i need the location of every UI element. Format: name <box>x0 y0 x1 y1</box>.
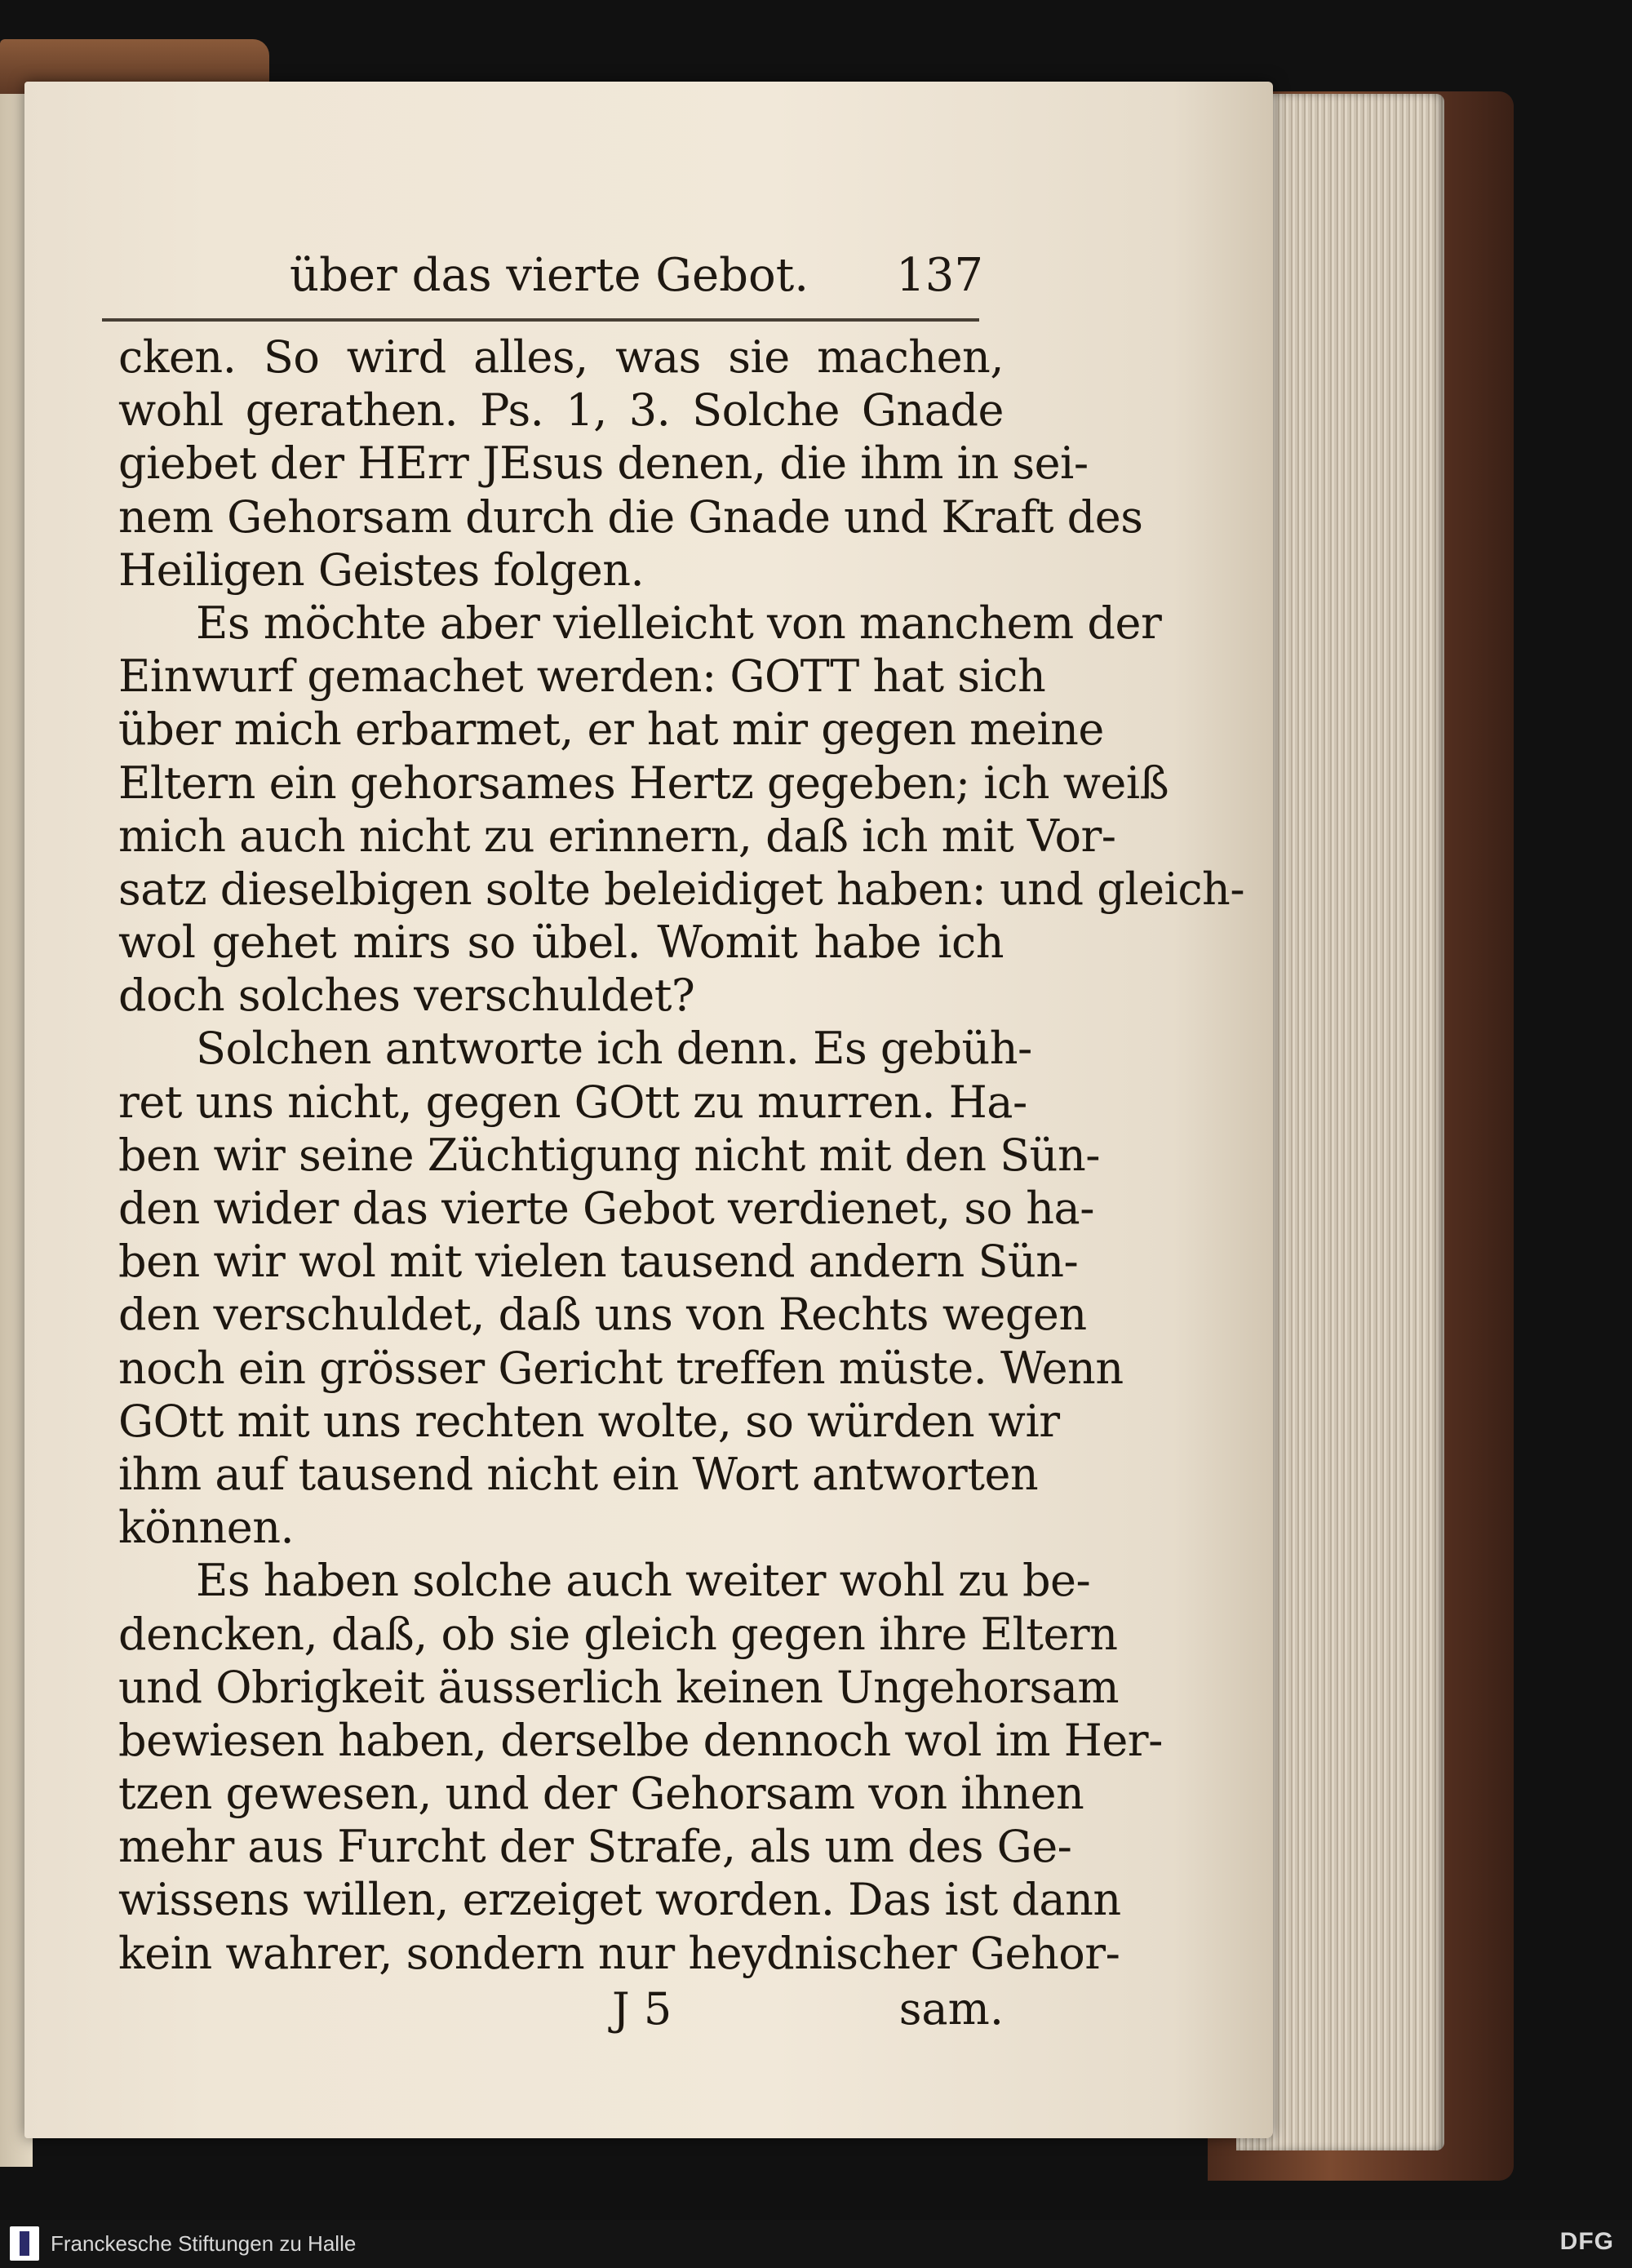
institution-logo-icon <box>10 2226 39 2261</box>
text-line: und Obrigkeit äusserlich keinen Ungehorsam <box>118 1661 1120 1713</box>
text-line: doch solches verschuldet? <box>118 970 695 1022</box>
text-line: ben wir seine Züchtigung nicht mit den Sün- <box>118 1129 1100 1181</box>
text-line: Eltern ein gehorsames Hertz gegeben; ich weiß <box>118 757 1169 809</box>
text-line: kein wahrer, sondern nur heydnischer Gehor- <box>118 1927 1120 1979</box>
running-title: über das vierte Gebot. <box>290 249 809 302</box>
viewer-footer <box>0 2220 1632 2268</box>
text-line: Heiligen Geistes folgen. <box>118 544 645 596</box>
institution-name: Franckesche Stiftungen zu Halle <box>51 2231 357 2256</box>
body-text <box>118 331 1245 1980</box>
text-line: ret uns nicht, gegen GOtt zu murren. Ha- <box>118 1076 1027 1128</box>
text-line: ben wir wol mit vielen tausend andern Sün- <box>118 1236 1079 1288</box>
text-line: wissens willen, erzeiget worden. Das ist dann <box>118 1874 1121 1926</box>
text-line: dencken, daß, ob sie gleich gegen ihre Eltern <box>118 1608 1118 1660</box>
text-line: Solchen antworte ich denn. Es gebüh- <box>196 1023 1032 1075</box>
dfg-logo: DFG <box>1559 2228 1614 2255</box>
text-line: satz dieselbigen solte beleidiget haben: und gleich- <box>118 863 1245 915</box>
text-line: GOtt mit uns rechten wolte, so würden wir <box>118 1395 1060 1447</box>
text-line: mehr aus Furcht der Strafe, als um des Ge- <box>118 1821 1072 1873</box>
header-rule <box>102 318 979 322</box>
text-line: giebet der HErr JEsus denen, die ihm in sei- <box>118 437 1089 490</box>
text-line: bewiesen haben, derselbe dennoch wol im Her- <box>118 1714 1163 1766</box>
running-head <box>290 249 983 306</box>
text-line: Es haben solche auch weiter wohl zu be- <box>196 1555 1091 1607</box>
text-line: den wider das vierte Gebot verdienet, so ha- <box>118 1183 1094 1234</box>
text-line: Es möchte aber vielleicht von manchem der <box>196 597 1162 649</box>
text-line: können. <box>118 1502 295 1554</box>
text-line: wohl gerathen. Ps. 1, 3. Solche Gnade <box>118 384 1004 437</box>
book-page <box>24 82 1273 2138</box>
page-number: 137 <box>896 249 983 302</box>
text-line: mich auch nicht zu erinnern, daß ich mit Vor- <box>118 810 1116 862</box>
signature-mark: J 5 <box>612 1983 672 2035</box>
text-line: über mich erbarmet, er hat mir gegen meine <box>118 703 1104 756</box>
text-line: ihm auf tausend nicht ein Wort antworten <box>118 1448 1039 1500</box>
text-line: Einwurf gemachet werden: GOTT hat sich <box>118 650 1046 703</box>
text-line: den verschuldet, daß uns von Rechts wegen <box>118 1289 1087 1341</box>
text-line: cken. So wird alles, was sie machen, <box>118 331 1004 383</box>
text-line: noch ein grösser Gericht treffen müste. Wenn <box>118 1342 1124 1394</box>
signature-line <box>118 1983 1004 2040</box>
catchword: sam. <box>898 1983 1004 2035</box>
text-line: wol gehet mirs so übel. Womit habe ich <box>118 917 1004 969</box>
text-line: tzen gewesen, und der Gehorsam von ihnen <box>118 1768 1084 1820</box>
text-line: nem Gehorsam durch die Gnade und Kraft des <box>118 490 1143 543</box>
